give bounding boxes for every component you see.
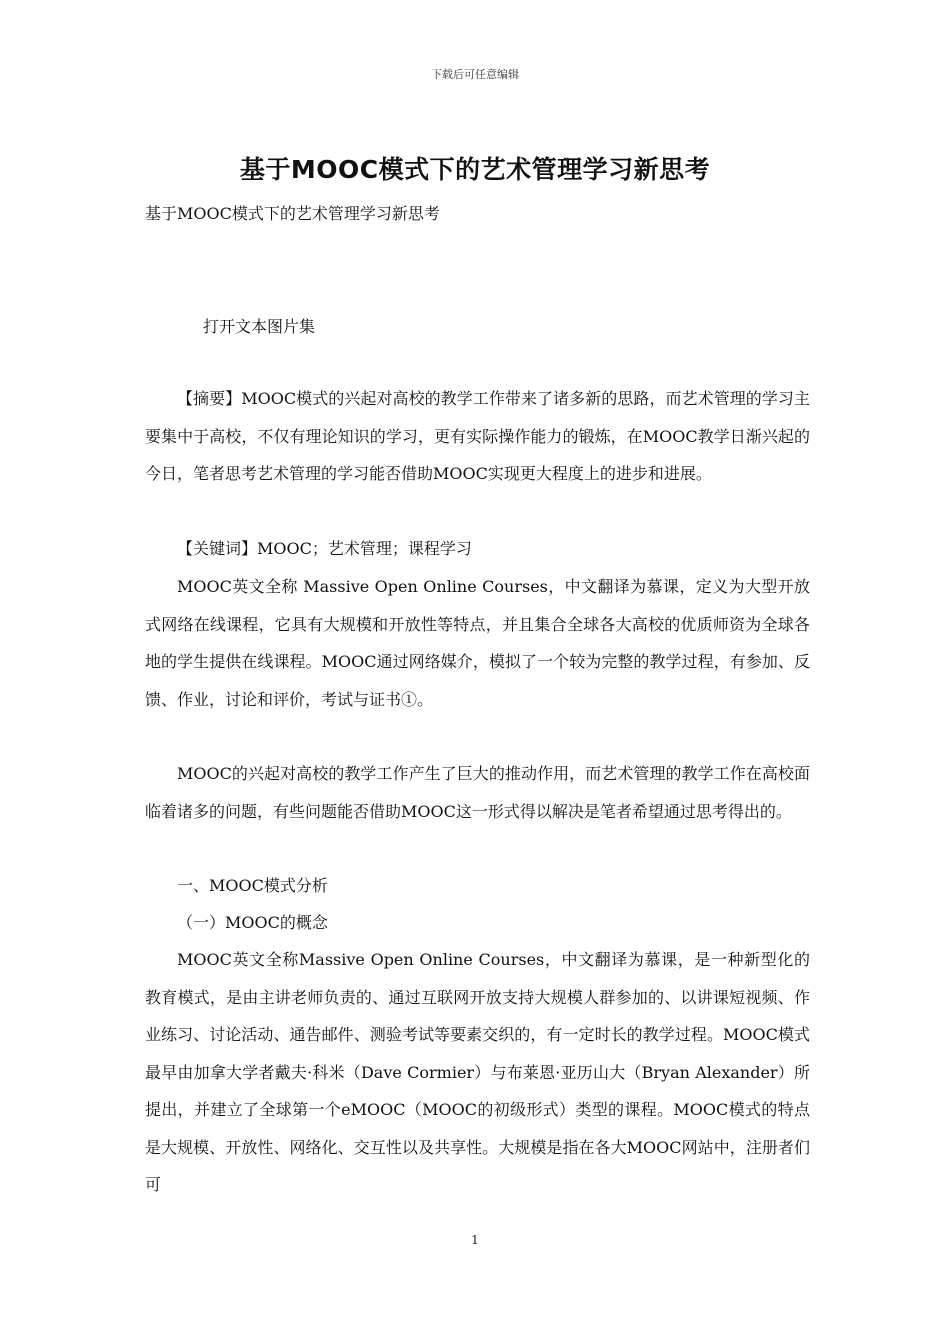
- open-gallery-link[interactable]: 打开文本图片集: [203, 317, 316, 336]
- body-paragraph-3: MOOC英文全称Massive Open Online Courses，中文翻译为慕课，是一种新型化的教育模式，是由主讲老师负责的、通过互联网开放支持大规模人群参加的、以讲课短视频、作业练习、讨论活动、通告邮件、测验考试等要素交织的，有一定时长的教学过程。MOOC模式最早由加拿大学者戴夫·科米（Dave Cormier）与布莱恩·亚历山大（Bryan Alexander）所提出，并建立了全球第一个eMOOC（MOOC的初级形式）类型的课程。MOOC模式的特点是大规模、开放性、网络化、交互性以及共享性。大规模是指在各大MOOC网站中，注册者们可: [145, 950, 810, 1194]
- header-note: 下载后可任意编辑: [431, 68, 519, 81]
- keywords-paragraph: 【关键词】MOOC；艺术管理；课程学习: [177, 539, 472, 558]
- abstract-paragraph: 【摘要】MOOC模式的兴起对高校的教学工作带来了诸多新的思路，而艺术管理的学习主要集中于高校，不仅有理论知识的学习，更有实际操作能力的锻炼，在MOOC教学日渐兴起的今日，笔者思考艺术管理的学习能否借助MOOC实现更大程度上的进步和进展。: [145, 389, 810, 483]
- page-number: 1: [471, 1233, 479, 1247]
- body-paragraph-1: MOOC英文全称 Massive Open Online Courses，中文翻译为慕课，定义为大型开放式网络在线课程，它具有大规模和开放性等特点，并且集合全球各大高校的优质师资为全球各地的学生提供在线课程。MOOC通过网络媒介，模拟了一个较为完整的教学过程，有参加、反馈、作业，讨论和评价，考试与证书①。: [145, 577, 810, 709]
- section-heading-1-1: （一）MOOC的概念: [177, 913, 328, 932]
- document-title: 基于MOOC模式下的艺术管理学习新思考: [239, 155, 711, 184]
- document-subtitle: 基于MOOC模式下的艺术管理学习新思考: [145, 204, 440, 223]
- body-paragraph-2: MOOC的兴起对高校的教学工作产生了巨大的推动作用，而艺术管理的教学工作在高校面临着诸多的问题，有些问题能否借助MOOC这一形式得以解决是笔者希望通过思考得出的。: [145, 764, 810, 821]
- section-heading-1: 一、MOOC模式分析: [177, 876, 328, 895]
